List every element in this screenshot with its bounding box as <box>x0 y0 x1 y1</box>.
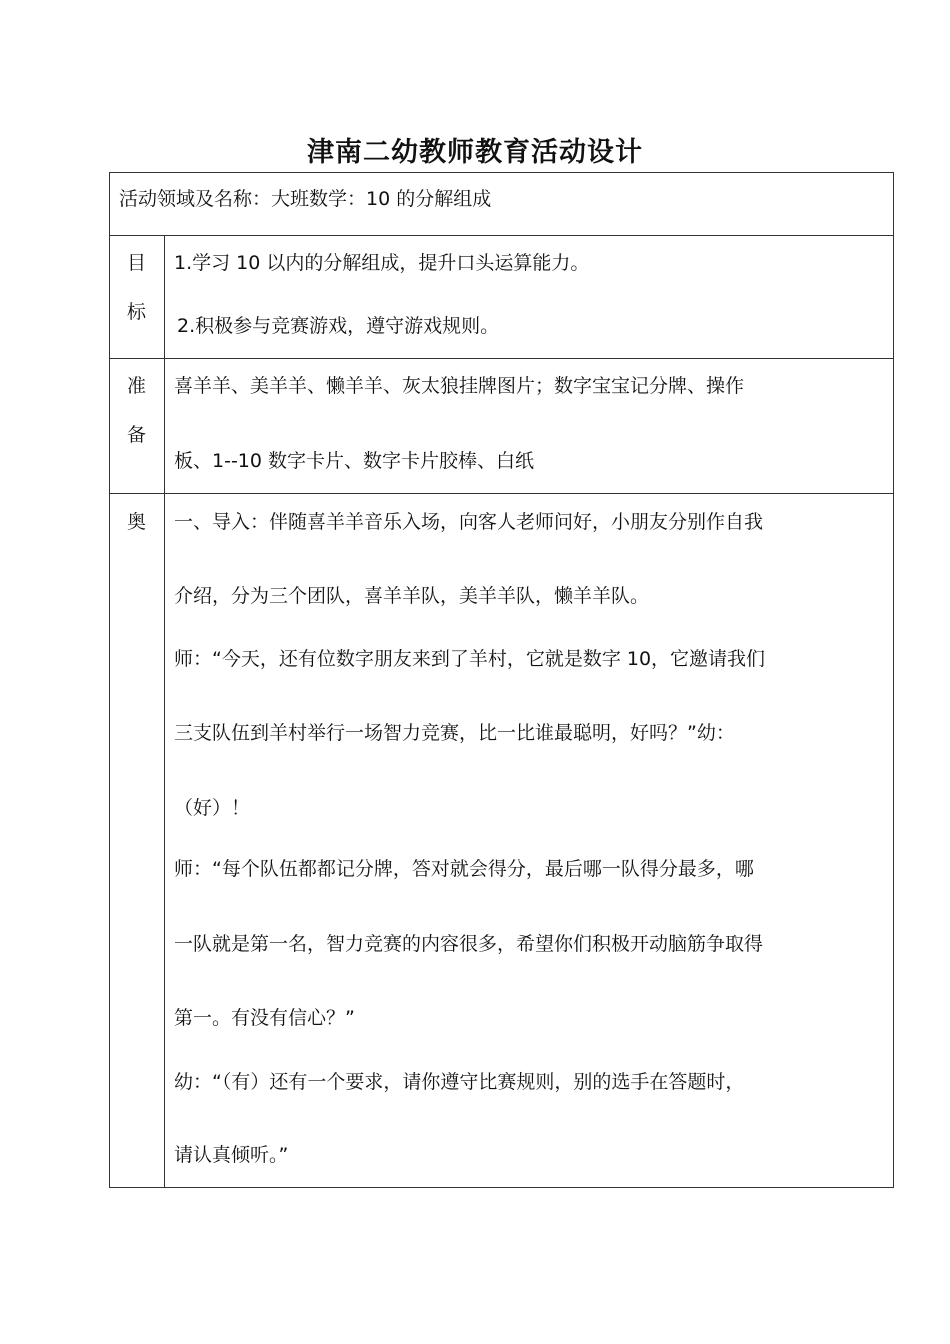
goals-label-top: 目 <box>127 252 147 274</box>
process-line: 师：“今天，还有位数字朋友来到了羊村，它就是数字 10，它邀请我们 <box>174 648 766 670</box>
goal-item: 2.积极参与竞赛游戏，遵守游戏规则。 <box>177 315 500 337</box>
process-line: 一、导入：伴随喜羊羊音乐入场，向客人老师问好，小朋友分别作自我 <box>174 511 764 533</box>
process-line: 介绍，分为三个团队，喜羊羊队，美羊羊队，懒羊羊队。 <box>174 585 650 607</box>
process-line: 请认真倾听。” <box>174 1144 289 1166</box>
process-line: （好）！ <box>174 797 251 819</box>
activity-design-table <box>109 172 894 1188</box>
row-divider <box>110 493 893 494</box>
preparation-label-bottom: 备 <box>127 424 147 446</box>
process-line: 三支队伍到羊村举行一场智力竞赛，比一比谁最聪明，好吗？”幼： <box>174 722 735 744</box>
activity-field-text: 活动领域及名称：大班数学：10 的分解组成 <box>119 188 492 210</box>
process-line: 一队就是第一名，智力竞赛的内容很多，希望你们积极开动脑筋争取得 <box>174 933 764 955</box>
page-title: 津南二幼教师教育活动设计 <box>307 137 643 168</box>
row-divider <box>110 235 893 236</box>
process-label: 奥 <box>127 511 147 533</box>
preparation-line: 板、1--10 数字卡片、数字卡片胶棒、白纸 <box>174 450 535 472</box>
preparation-line: 喜羊羊、美羊羊、懒羊羊、灰太狼挂牌图片；数字宝宝记分牌、操作 <box>174 375 745 397</box>
row-divider <box>110 358 893 359</box>
process-line: 第一。有没有信心？” <box>174 1007 355 1029</box>
goals-label-bottom: 标 <box>127 301 147 323</box>
process-line: 幼：“（有）还有一个要求，请你遵守比赛规则，别的选手在答题时， <box>174 1071 745 1093</box>
preparation-label-top: 准 <box>127 375 147 397</box>
process-line: 师：“每个队伍都都记分牌，答对就会得分，最后哪一队得分最多，哪 <box>174 858 754 880</box>
goal-item: 1.学习 10 以内的分解组成，提升口头运算能力。 <box>174 252 590 274</box>
column-divider <box>164 235 165 1188</box>
